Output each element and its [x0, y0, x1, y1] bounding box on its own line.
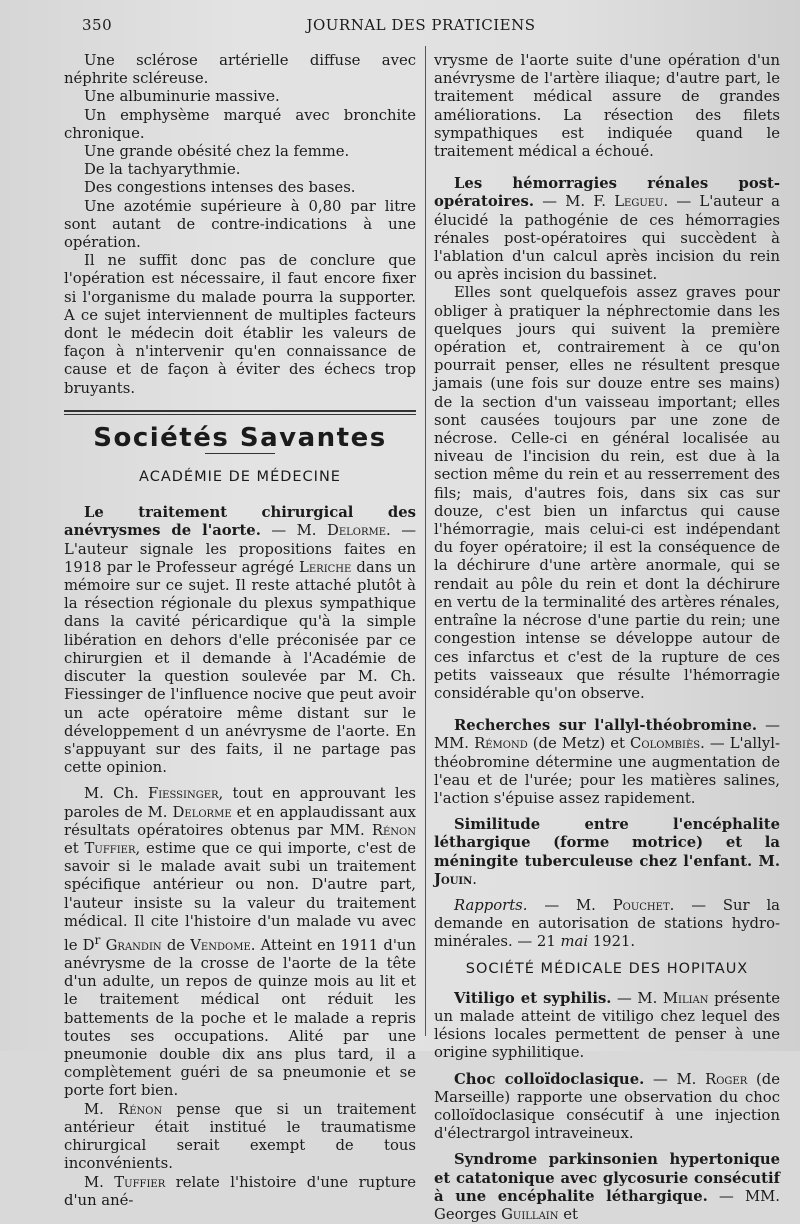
- left-column: [64, 52, 416, 1210]
- author-name: Leriche: [299, 558, 352, 576]
- journal-title: JOURNAL DES PRATICIENS: [306, 16, 536, 34]
- article-title: Les hémorragies rénales post-opératoires.: [434, 175, 780, 211]
- article-title: Vitiligo et syphilis.: [454, 989, 612, 1007]
- page-number: 350: [82, 16, 113, 34]
- author-name: Delorme: [326, 522, 387, 540]
- contraindication-item: Une azotémie supérieure à 0,80 par litre sont autant de contre-indications à une opération.: [64, 197, 416, 252]
- article-title: Le traitement chirurgical des anévrysmes de l'aorte.: [64, 504, 416, 540]
- title-underline: [205, 453, 275, 454]
- article-shock: Choc colloïdoclasique. — M. Roger (de Marseille) rapporte une observation du choc colloïdoclasique consécutif à une injection d'électrargol intraveineux.: [434, 1070, 780, 1143]
- article-hemorrhages: Les hémorragies rénales post-opératoires. — M. F. Legueu. — L'auteur a élucidé la pathogénie de ces hémorragies rénales post-opératoires qui succèdent à l'ablation d'un calcul après incision du rein ou après incision du bassinet.: [434, 175, 780, 284]
- academie-heading: ACADÉMIE DE MÉDECINE: [139, 469, 341, 486]
- conclusion-paragraph: Il ne suffit donc pas de conclure que l'opération est nécessaire, il faut encore fixer si l'organisme du malade pourra la supporter. A ce sujet interviennent de multiples facteurs dont le médecin doit établir les valeurs de façon à n'intervenir qu'en connaissance de cause et de façon à éviter des échecs trop bruyants.: [64, 252, 416, 397]
- contraindication-item: Des congestions intenses des bases.: [84, 179, 356, 197]
- contraindication-item: Une grande obésité chez la femme.: [84, 143, 350, 161]
- smh-heading: SOCIÉTÉ MÉDICALE DES HOPITAUX: [465, 960, 749, 977]
- article-aneurysm: Le traitement chirurgical des anévrysmes de l'aorte. — M. Delorme. — L'auteur signale les propositions faites en 1918 par le Professeur agrégé Leriche dans un mémoire sur ce sujet. Il reste attaché plutôt à la résection régionale du plexus sympathique dans la cavité péricardique qu'à la simple libération en dehors d'elle préconisée par ce chirurgien et il demande à l'Académie de discuter la question soulevée par M. Ch. Fiessinger de l'influence nocive que peut avoir un acte opératoire même distant sur le développement d un anévrysme de l'aorte. En s'appuyant sur des faits, il ne partage pas cette opinion.: [64, 504, 416, 777]
- paragraph-fiessinger: M. Ch. Fiessinger, tout en approuvant les paroles de M. Delorme et en applaudissant aux résultats opératoires obtenus par MM. Rénon et Tuffier, estime que ce qui importe, c'est de savoir si le malade avait subi un traitement spécifique antérieur ou non. D'autre part, l'auteur insiste su la valeur du traitement médical. Il cite l'histoire d'un malade vu avec le $D^r$ Grandin de Vendome. Atteint en 1911 d'un anévrysme de la crosse de l'aorte de la tête d'un adulte, un repos de quinze mois au lit et le traitement médical ont réduit les battements de la poche et le malade a repris toutes ses occupations. Alité par une pneumonie double dix ans plus tard, il a complètement guéri de sa pneumonie et se porte fort bien.: [64, 785, 416, 1100]
- contraindication-item: Une albuminurie massive.: [84, 88, 280, 106]
- article-parkinson: Syndrome parkinsonien hypertonique et catatonique avec glycosurie consécutif à une encéphalite léthargique. — MM. Georges Guillain et: [434, 1151, 780, 1223]
- article-encephalitis: Similitude entre l'encéphalite léthargique (forme motrice) et la méningite tuberculeuse chez l'enfant. M. Jouin.: [434, 816, 780, 888]
- hemorrhages-paragraph: Elles sont quelquefois assez graves pour obliger à pratiquer la néphrectomie dans les quelques jours qui suivent la première opération et, contrairement à ce qu'on pourrait penser, elles ne résultent presque jamais (une fois sur douze entre ses mains) de la section d'un vaisseau important; elles sont causées toujours par une zone de nécrose. Celle-ci en général localisée au niveau de l'incision du rein, est due à la section même du rein et au resserrement des fils; mais, d'autres fois, dans six cas sur douze, c'est bien un infarctus qui cause l'hémorragie, mais celui-ci est indépendant du foyer opératoire; il est la conséquence de la déchirure d'une artère anormale, qui se rendait au pôle du rein et dont la déchirure en vertu de la terminalité des artères rénales, entraîne la nécrose d'une partie du rein; une congestion intense se développe autour de ces infarctus et c'est de la rupture de ces petits vaisseaux que résulte l'hémorragie considérable qu'on observe.: [434, 284, 780, 702]
- contraindication-item: Un emphysème marqué avec bronchite chronique.: [64, 106, 416, 142]
- reports-paragraph: Rapports. — M. Pouchet. — Sur la demande en autorisation de stations hydro-minérales. — 21 mai 1921.: [434, 896, 780, 951]
- article-title: Choc colloïdoclasique.: [454, 1070, 645, 1088]
- continuation-paragraph: vrysme de l'aorte suite d'une opération d'un anévrysme de l'artère iliaque; d'autre part, le traitement médical assure de grandes améliorations. La résection des filets sympathiques est indiquée quand le traitement médical a échoué.: [434, 52, 780, 161]
- article-title: Similitude entre l'encéphalite léthargique (forme motrice) et la méningite tuberculeuse chez l'enfant.: [434, 816, 780, 870]
- right-column: [434, 52, 780, 1224]
- section-title: Sociétés Savantes: [93, 422, 387, 453]
- column-divider: [425, 46, 426, 1036]
- contraindication-item: Une sclérose artérielle diffuse avec néphrite scléreuse.: [64, 52, 416, 88]
- article-vitiligo: Vitiligo et syphilis. — M. Milian présente un malade atteint de vitiligo chez lequel des lésions locales permettent de penser à une origine syphilitique.: [434, 989, 781, 1062]
- running-head: [62, 16, 780, 42]
- article-title: Syndrome parkinsonien hypertonique et catatonique avec glycosurie consécutif à une encéphalite léthargique.: [434, 1151, 780, 1205]
- paragraph-renon: M. Rénon pense que si un traitement antérieur était institué le traumatisme chirurgical serait exempt de tous inconvénients.: [64, 1100, 417, 1173]
- article-title: Recherches sur l'allyl-théobromine.: [454, 717, 758, 735]
- paragraph-tuffier: M. Tuffier relate l'histoire d'une rupture d'un ané-: [64, 1173, 416, 1209]
- article-allyl-theobromine: Recherches sur l'allyl-théobromine. — MM. Rémond (de Metz) et Colombiès. — L'allyl-théobromine détermine une augmentation de l'eau et de l'urée; pour les matières salines, l'action s'épuise assez rapidement.: [434, 717, 780, 807]
- section-divider: [64, 410, 416, 415]
- contraindication-item: De la tachyarythmie.: [84, 161, 241, 179]
